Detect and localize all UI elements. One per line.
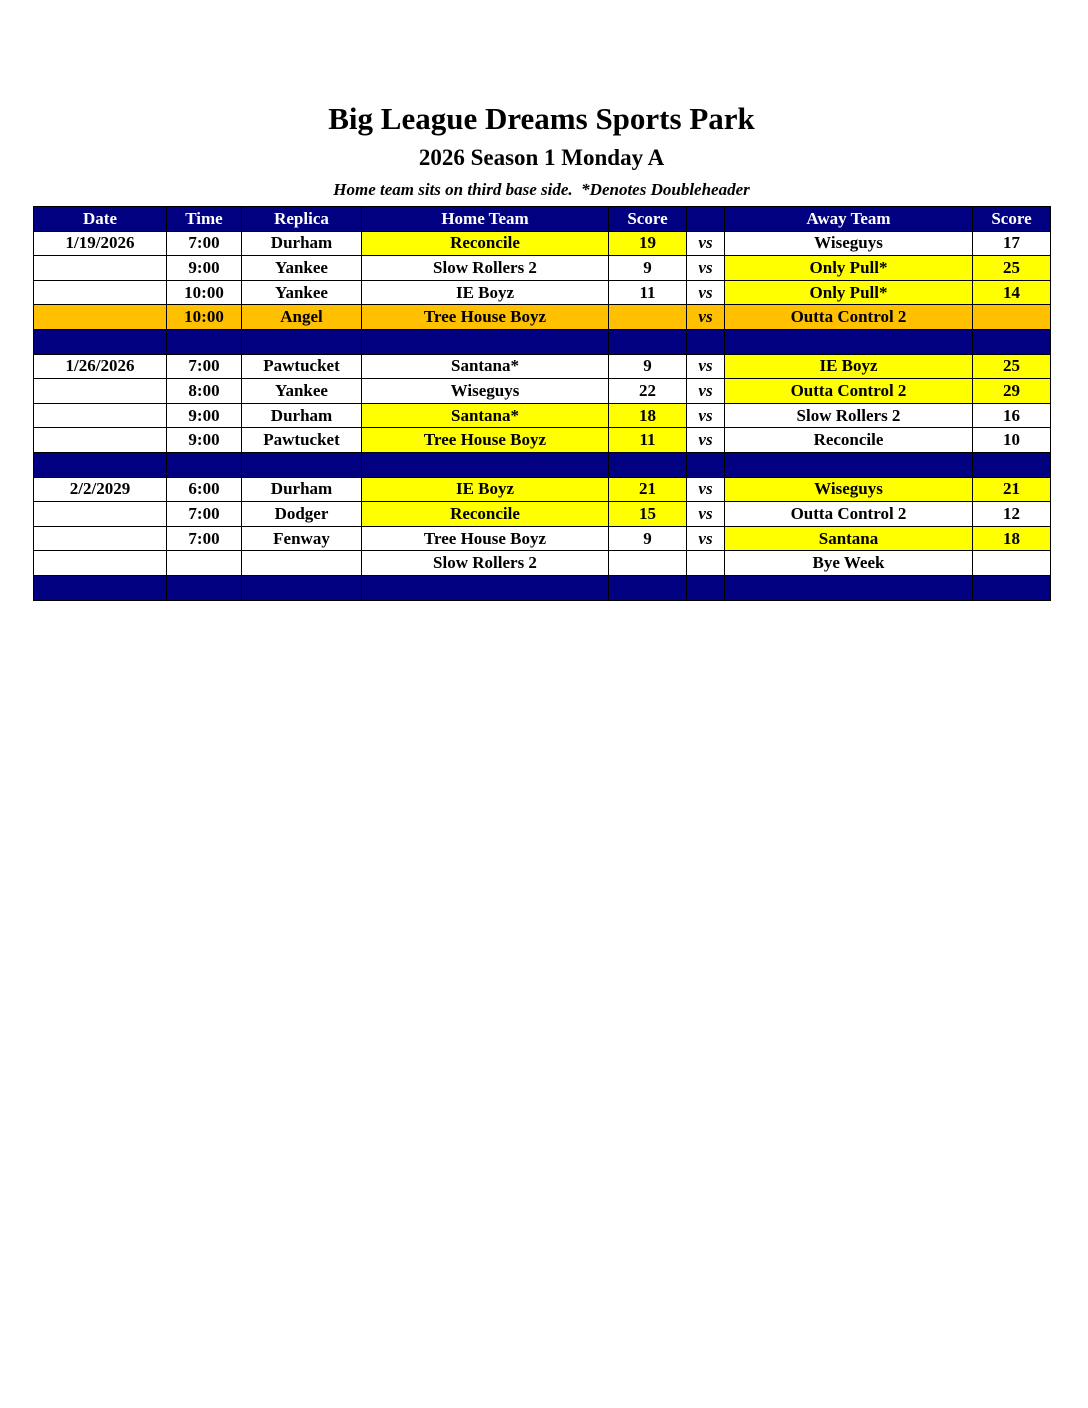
- table-row: [34, 526, 1051, 551]
- time-cell: 8:00: [167, 379, 242, 404]
- away-team-cell: Only Pull*: [725, 256, 973, 281]
- column-header-away-team: Away Team: [725, 207, 973, 232]
- home-team-cell: Santana*: [362, 354, 609, 379]
- time-cell: 10:00: [167, 305, 242, 330]
- vs-cell: vs: [687, 428, 725, 453]
- home-team-cell: Tree House Boyz: [362, 305, 609, 330]
- column-header-away-score: Score: [973, 207, 1051, 232]
- table-row: [34, 379, 1051, 404]
- table-row: [34, 256, 1051, 281]
- page-subtitle: 2026 Season 1 Monday A: [418, 145, 665, 170]
- home-team-cell: Tree House Boyz: [362, 428, 609, 453]
- home-team-cell: Reconcile: [362, 231, 609, 256]
- home-score-cell: 19: [609, 231, 687, 256]
- date-cell: 2/2/2029: [34, 477, 167, 502]
- home-team-cell: Wiseguys: [362, 379, 609, 404]
- table-row: [34, 354, 1051, 379]
- column-header-home-score: Score: [609, 207, 687, 232]
- away-team-cell: Outta Control 2: [725, 502, 973, 527]
- time-cell: 7:00: [167, 231, 242, 256]
- away-score-cell: 10: [973, 428, 1051, 453]
- vs-cell: vs: [687, 526, 725, 551]
- away-score-cell: 18: [973, 526, 1051, 551]
- away-score-cell: [973, 551, 1051, 576]
- away-score-cell: 16: [973, 403, 1051, 428]
- separator-row: [34, 452, 1051, 477]
- column-header-vs: [687, 207, 725, 232]
- schedule-note: Home team sits on third base side. *Denotes Doubleheader: [333, 180, 750, 199]
- away-score-cell: 14: [973, 280, 1051, 305]
- separator-cell: [609, 575, 687, 600]
- away-score-cell: 25: [973, 354, 1051, 379]
- replica-cell: Pawtucket: [242, 354, 362, 379]
- separator-cell: [725, 329, 973, 354]
- home-score-cell: 11: [609, 428, 687, 453]
- away-team-cell: Slow Rollers 2: [725, 403, 973, 428]
- vs-cell: vs: [687, 305, 725, 330]
- table-row: [34, 403, 1051, 428]
- home-team-cell: Slow Rollers 2: [362, 256, 609, 281]
- date-cell: 1/19/2026: [34, 231, 167, 256]
- separator-row: [34, 575, 1051, 600]
- separator-cell: [34, 575, 167, 600]
- table-row: [34, 280, 1051, 305]
- separator-cell: [167, 329, 242, 354]
- home-score-cell: [609, 305, 687, 330]
- away-score-cell: 29: [973, 379, 1051, 404]
- separator-cell: [362, 329, 609, 354]
- separator-cell: [242, 452, 362, 477]
- separator-cell: [34, 452, 167, 477]
- home-team-cell: Reconcile: [362, 502, 609, 527]
- home-score-cell: 22: [609, 379, 687, 404]
- replica-cell: Angel: [242, 305, 362, 330]
- away-score-cell: 21: [973, 477, 1051, 502]
- table-row: [34, 551, 1051, 576]
- column-header-time: Time: [167, 207, 242, 232]
- date-cell: [34, 305, 167, 330]
- away-score-cell: 17: [973, 231, 1051, 256]
- date-cell: [34, 379, 167, 404]
- vs-cell: vs: [687, 477, 725, 502]
- home-team-cell: Santana*: [362, 403, 609, 428]
- column-header-date: Date: [34, 207, 167, 232]
- replica-cell: Yankee: [242, 379, 362, 404]
- replica-cell: Yankee: [242, 256, 362, 281]
- separator-cell: [609, 329, 687, 354]
- away-team-cell: Only Pull*: [725, 280, 973, 305]
- home-score-cell: 9: [609, 526, 687, 551]
- home-score-cell: 9: [609, 354, 687, 379]
- replica-cell: Fenway: [242, 526, 362, 551]
- away-team-cell: Wiseguys: [725, 477, 973, 502]
- replica-cell: Durham: [242, 477, 362, 502]
- home-team-cell: IE Boyz: [362, 280, 609, 305]
- home-score-cell: 15: [609, 502, 687, 527]
- date-cell: [34, 280, 167, 305]
- date-cell: 1/26/2026: [34, 354, 167, 379]
- time-cell: 6:00: [167, 477, 242, 502]
- vs-cell: vs: [687, 502, 725, 527]
- replica-cell: [242, 551, 362, 576]
- home-team-cell: Slow Rollers 2: [362, 551, 609, 576]
- schedule-body: [34, 231, 1051, 600]
- away-score-cell: 25: [973, 256, 1051, 281]
- date-cell: [34, 551, 167, 576]
- away-team-cell: Bye Week: [725, 551, 973, 576]
- time-cell: 7:00: [167, 354, 242, 379]
- separator-cell: [167, 452, 242, 477]
- table-row: [34, 428, 1051, 453]
- away-score-cell: [973, 305, 1051, 330]
- separator-cell: [687, 329, 725, 354]
- date-cell: [34, 403, 167, 428]
- date-cell: [34, 256, 167, 281]
- vs-cell: vs: [687, 231, 725, 256]
- home-score-cell: 11: [609, 280, 687, 305]
- table-row: [34, 305, 1051, 330]
- page-title: Big League Dreams Sports Park: [328, 101, 755, 136]
- date-cell: [34, 526, 167, 551]
- time-cell: [167, 551, 242, 576]
- table-row: [34, 502, 1051, 527]
- separator-cell: [973, 329, 1051, 354]
- column-header-replica: Replica: [242, 207, 362, 232]
- separator-cell: [362, 452, 609, 477]
- column-header-home-team: Home Team: [362, 207, 609, 232]
- home-team-cell: IE Boyz: [362, 477, 609, 502]
- time-cell: 9:00: [167, 428, 242, 453]
- away-team-cell: Wiseguys: [725, 231, 973, 256]
- vs-cell: vs: [687, 403, 725, 428]
- replica-cell: Durham: [242, 231, 362, 256]
- away-team-cell: IE Boyz: [725, 354, 973, 379]
- separator-cell: [167, 575, 242, 600]
- separator-cell: [725, 452, 973, 477]
- home-score-cell: 18: [609, 403, 687, 428]
- separator-cell: [687, 575, 725, 600]
- separator-cell: [725, 575, 973, 600]
- date-cell: [34, 428, 167, 453]
- time-cell: 7:00: [167, 526, 242, 551]
- home-team-cell: Tree House Boyz: [362, 526, 609, 551]
- separator-cell: [973, 452, 1051, 477]
- away-team-cell: Outta Control 2: [725, 305, 973, 330]
- away-team-cell: Santana: [725, 526, 973, 551]
- away-team-cell: Reconcile: [725, 428, 973, 453]
- vs-cell: vs: [687, 256, 725, 281]
- table-row: [34, 477, 1051, 502]
- separator-cell: [687, 452, 725, 477]
- time-cell: 9:00: [167, 403, 242, 428]
- home-score-cell: 9: [609, 256, 687, 281]
- separator-cell: [609, 452, 687, 477]
- home-score-cell: [609, 551, 687, 576]
- table-row: [34, 231, 1051, 256]
- replica-cell: Durham: [242, 403, 362, 428]
- replica-cell: Pawtucket: [242, 428, 362, 453]
- vs-cell: vs: [687, 379, 725, 404]
- time-cell: 7:00: [167, 502, 242, 527]
- vs-cell: vs: [687, 280, 725, 305]
- separator-cell: [362, 575, 609, 600]
- separator-cell: [973, 575, 1051, 600]
- table-header-row: [34, 207, 1051, 232]
- time-cell: 9:00: [167, 256, 242, 281]
- home-score-cell: 21: [609, 477, 687, 502]
- schedule-table: [33, 206, 1051, 601]
- vs-cell: [687, 551, 725, 576]
- date-cell: [34, 502, 167, 527]
- time-cell: 10:00: [167, 280, 242, 305]
- away-team-cell: Outta Control 2: [725, 379, 973, 404]
- separator-cell: [242, 329, 362, 354]
- separator-row: [34, 329, 1051, 354]
- replica-cell: Yankee: [242, 280, 362, 305]
- separator-cell: [242, 575, 362, 600]
- replica-cell: Dodger: [242, 502, 362, 527]
- vs-cell: vs: [687, 354, 725, 379]
- away-score-cell: 12: [973, 502, 1051, 527]
- separator-cell: [34, 329, 167, 354]
